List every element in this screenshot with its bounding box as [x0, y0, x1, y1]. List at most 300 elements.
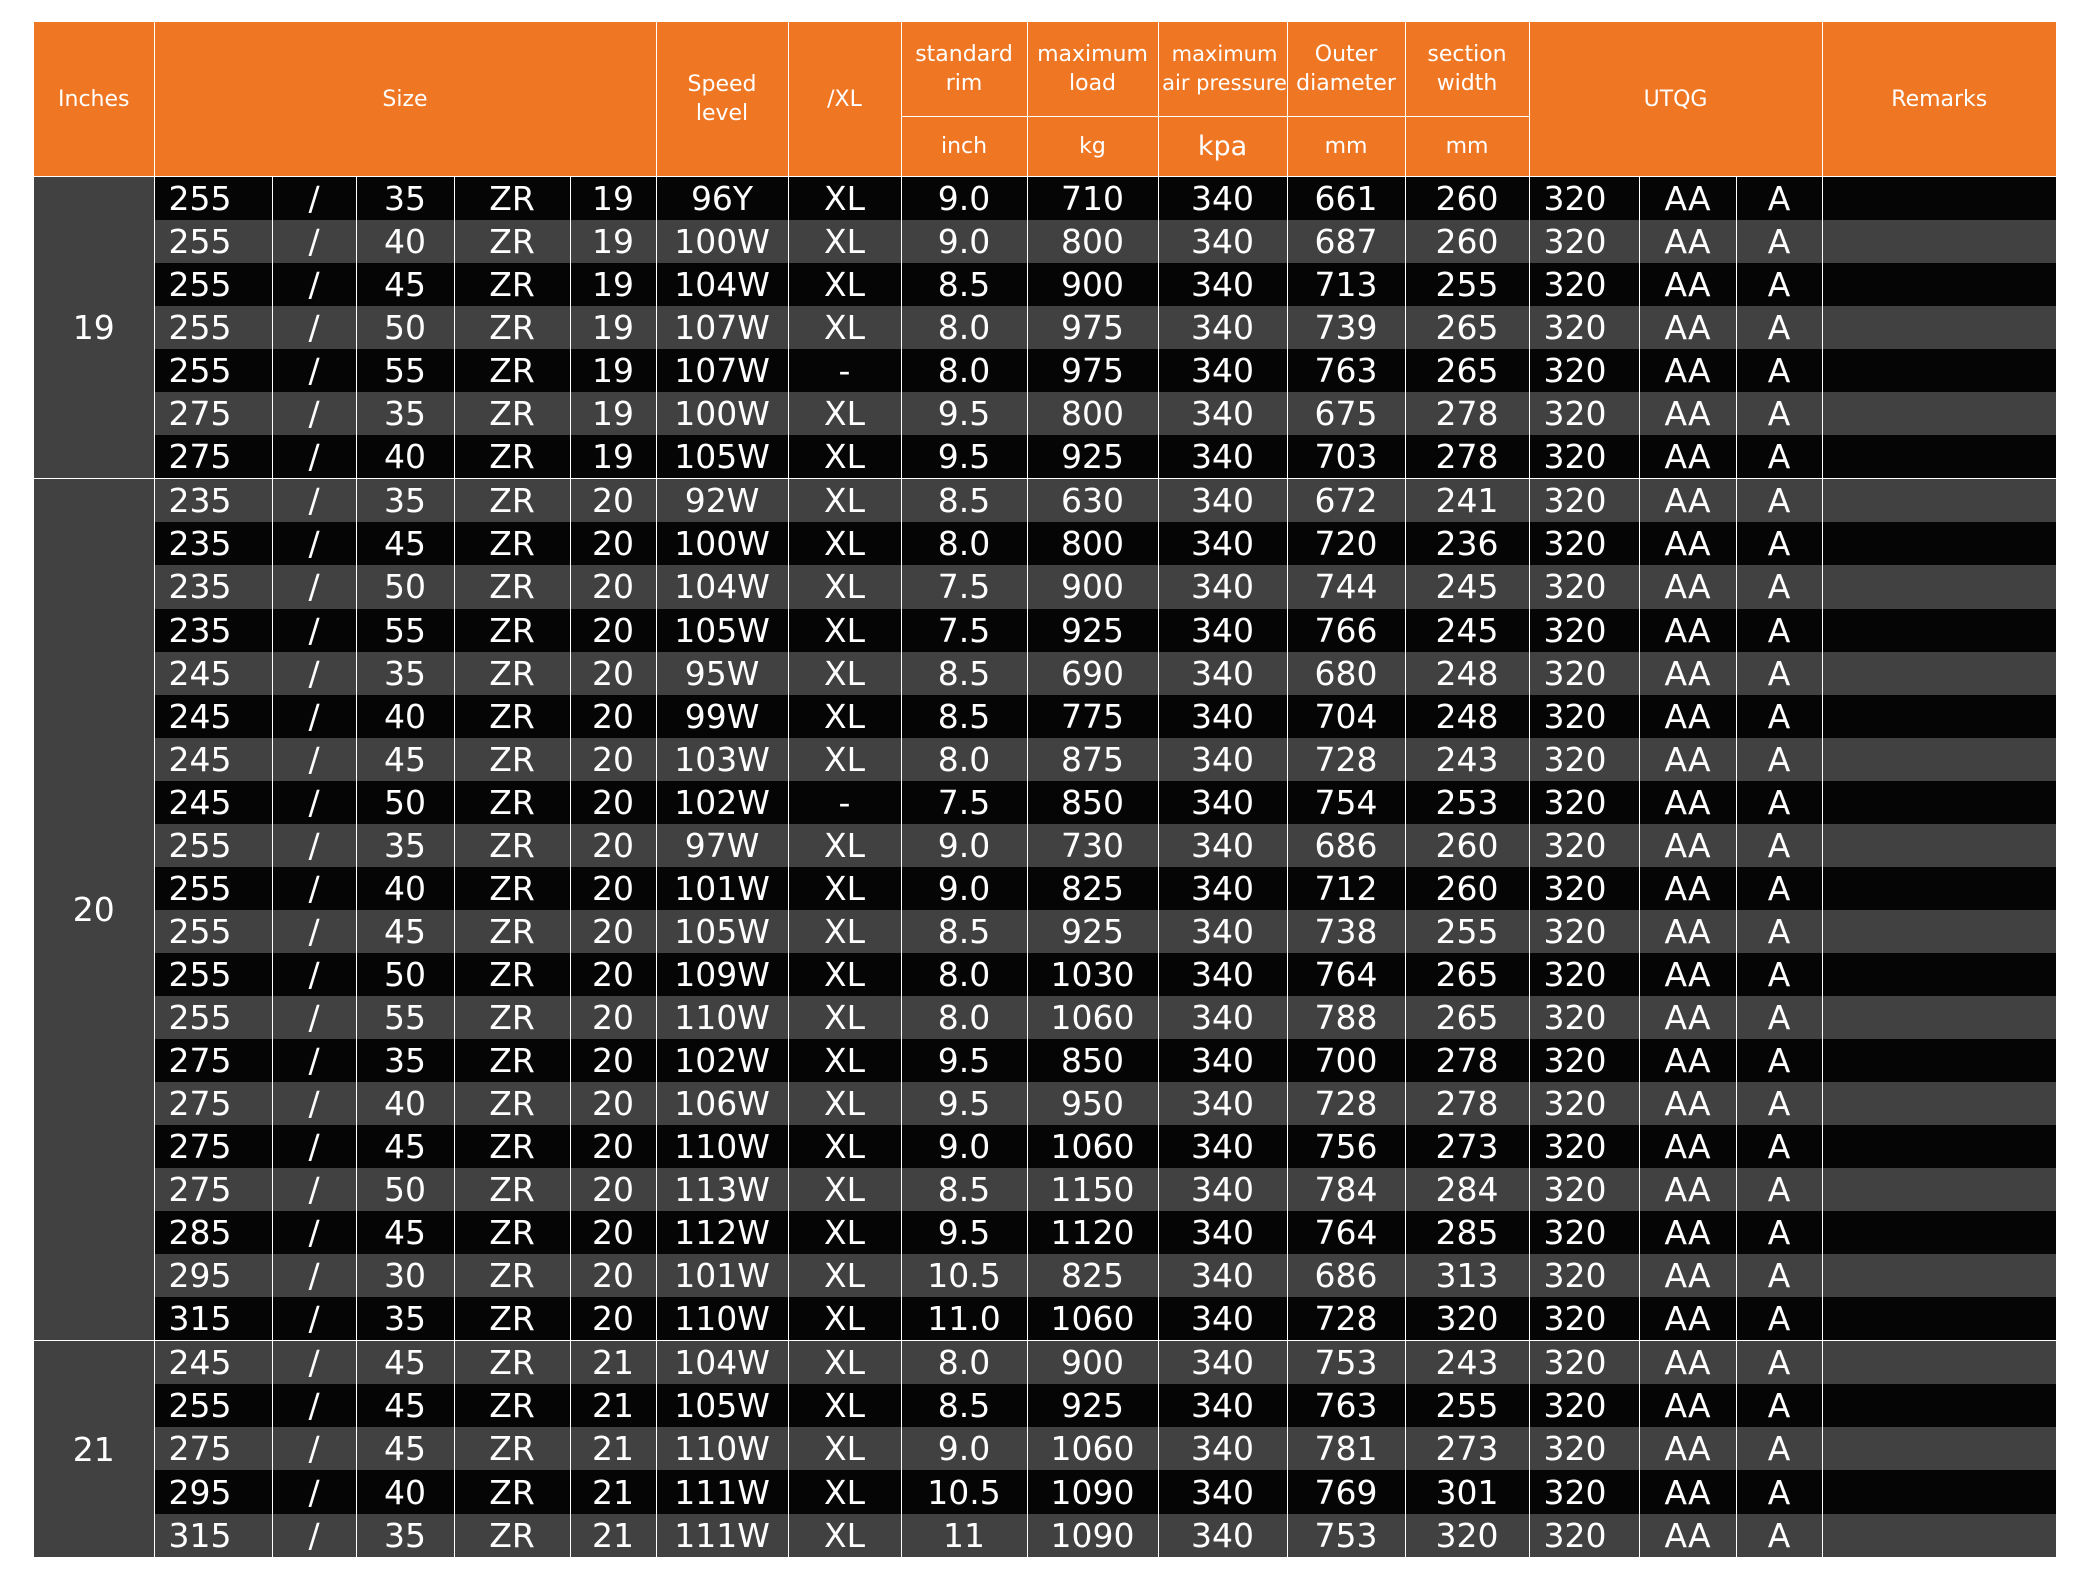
utqg-temperature-cell: A — [1736, 652, 1822, 695]
section-width-cell: 265 — [1405, 996, 1529, 1039]
xl-cell: XL — [788, 1211, 901, 1254]
utqg-temperature-cell: A — [1736, 996, 1822, 1039]
speed-rating-cell: 106W — [656, 1082, 788, 1125]
aspect-cell: 35 — [356, 1039, 454, 1082]
xl-cell: XL — [788, 652, 901, 695]
utqg-temperature-cell: A — [1736, 306, 1822, 349]
slash-cell: / — [272, 177, 356, 221]
standard-rim-cell: 9.0 — [901, 177, 1027, 221]
section-width-cell: 265 — [1405, 953, 1529, 996]
aspect-cell: 45 — [356, 263, 454, 306]
section-width-cell: 245 — [1405, 565, 1529, 608]
standard-rim-cell: 8.5 — [901, 652, 1027, 695]
construction-cell: ZR — [454, 1211, 570, 1254]
speed-rating-cell: 104W — [656, 263, 788, 306]
speed-rating-cell: 105W — [656, 435, 788, 479]
utqg-treadwear-cell: 320 — [1529, 824, 1639, 867]
rim-diameter-cell: 20 — [570, 1039, 656, 1082]
utqg-traction-cell: AA — [1639, 220, 1736, 263]
remarks-cell — [1822, 479, 2056, 523]
header-outer-diameter — [1287, 22, 1405, 117]
utqg-traction-cell: AA — [1639, 392, 1736, 435]
xl-cell: XL — [788, 1384, 901, 1427]
standard-rim-cell: 11 — [901, 1514, 1027, 1557]
header-remarks: Remarks — [1822, 22, 2056, 177]
remarks-cell — [1822, 910, 2056, 953]
section-width-cell: 243 — [1405, 1341, 1529, 1385]
section-width-cell: 260 — [1405, 824, 1529, 867]
construction-cell: ZR — [454, 1427, 570, 1470]
construction-cell: ZR — [454, 1297, 570, 1341]
utqg-traction-cell: AA — [1639, 953, 1736, 996]
rim-diameter-cell: 21 — [570, 1470, 656, 1513]
rim-diameter-cell: 21 — [570, 1341, 656, 1385]
utqg-traction-cell: AA — [1639, 263, 1736, 306]
table-row — [34, 1125, 2056, 1168]
table-row — [34, 953, 2056, 996]
width-cell: 295 — [154, 1254, 272, 1297]
remarks-cell — [1822, 867, 2056, 910]
rim-diameter-cell: 20 — [570, 479, 656, 523]
aspect-cell: 30 — [356, 1254, 454, 1297]
rim-inch-group-cell: 20 — [34, 479, 154, 1341]
width-cell: 275 — [154, 1168, 272, 1211]
width-cell: 255 — [154, 953, 272, 996]
speed-rating-cell: 110W — [656, 1427, 788, 1470]
utqg-temperature-cell: A — [1736, 479, 1822, 523]
slash-cell: / — [272, 1427, 356, 1470]
maximum-load-cell: 800 — [1027, 220, 1158, 263]
standard-rim-cell: 9.0 — [901, 1427, 1027, 1470]
section-width-cell: 265 — [1405, 349, 1529, 392]
section-width-cell: 273 — [1405, 1125, 1529, 1168]
slash-cell: / — [272, 1039, 356, 1082]
width-cell: 245 — [154, 695, 272, 738]
section-width-cell: 273 — [1405, 1427, 1529, 1470]
standard-rim-cell: 8.5 — [901, 695, 1027, 738]
remarks-cell — [1822, 220, 2056, 263]
speed-rating-cell: 110W — [656, 1297, 788, 1341]
remarks-cell — [1822, 306, 2056, 349]
utqg-treadwear-cell: 320 — [1529, 781, 1639, 824]
maximum-air-pressure-cell: 340 — [1158, 435, 1287, 479]
xl-cell: XL — [788, 306, 901, 349]
aspect-cell: 50 — [356, 306, 454, 349]
remarks-cell — [1822, 1254, 2056, 1297]
outer-diameter-cell: 788 — [1287, 996, 1405, 1039]
table-row — [34, 522, 2056, 565]
aspect-cell: 55 — [356, 609, 454, 652]
outer-diameter-cell: 728 — [1287, 1082, 1405, 1125]
table-row — [34, 263, 2056, 306]
utqg-traction-cell: AA — [1639, 652, 1736, 695]
rim-diameter-cell: 20 — [570, 652, 656, 695]
utqg-traction-cell: AA — [1639, 1384, 1736, 1427]
xl-cell: XL — [788, 824, 901, 867]
width-cell: 255 — [154, 263, 272, 306]
aspect-cell: 45 — [356, 910, 454, 953]
remarks-cell — [1822, 1384, 2056, 1427]
utqg-traction-cell: AA — [1639, 1514, 1736, 1557]
maximum-load-cell: 950 — [1027, 1082, 1158, 1125]
maximum-load-cell: 875 — [1027, 738, 1158, 781]
rim-diameter-cell: 19 — [570, 306, 656, 349]
outer-diameter-cell: 687 — [1287, 220, 1405, 263]
maximum-air-pressure-cell: 340 — [1158, 1514, 1287, 1557]
width-cell: 255 — [154, 177, 272, 221]
outer-diameter-cell: 713 — [1287, 263, 1405, 306]
outer-diameter-cell: 756 — [1287, 1125, 1405, 1168]
maximum-air-pressure-cell: 340 — [1158, 479, 1287, 523]
remarks-cell — [1822, 652, 2056, 695]
remarks-cell — [1822, 996, 2056, 1039]
rim-diameter-cell: 20 — [570, 565, 656, 608]
xl-cell: XL — [788, 1514, 901, 1557]
section-width-cell: 278 — [1405, 1039, 1529, 1082]
table-row — [34, 1427, 2056, 1470]
slash-cell: / — [272, 1168, 356, 1211]
utqg-treadwear-cell: 320 — [1529, 349, 1639, 392]
utqg-traction-cell: AA — [1639, 1297, 1736, 1341]
maximum-air-pressure-cell: 340 — [1158, 1341, 1287, 1385]
utqg-traction-cell: AA — [1639, 479, 1736, 523]
rim-diameter-cell: 19 — [570, 177, 656, 221]
section-width-cell: 253 — [1405, 781, 1529, 824]
outer-diameter-cell: 781 — [1287, 1427, 1405, 1470]
maximum-load-cell: 850 — [1027, 781, 1158, 824]
header-standard-rim-text: standard rim — [915, 42, 1013, 96]
maximum-air-pressure-cell: 340 — [1158, 1125, 1287, 1168]
slash-cell: / — [272, 652, 356, 695]
maximum-load-cell: 1150 — [1027, 1168, 1158, 1211]
utqg-temperature-cell: A — [1736, 609, 1822, 652]
width-cell: 275 — [154, 392, 272, 435]
utqg-traction-cell: AA — [1639, 1341, 1736, 1385]
header-maximum-air-pressure — [1158, 22, 1287, 117]
xl-cell: XL — [788, 867, 901, 910]
table-row — [34, 1254, 2056, 1297]
remarks-cell — [1822, 349, 2056, 392]
outer-diameter-cell: 675 — [1287, 392, 1405, 435]
utqg-temperature-cell: A — [1736, 1039, 1822, 1082]
xl-cell: XL — [788, 392, 901, 435]
maximum-load-cell: 800 — [1027, 392, 1158, 435]
standard-rim-cell: 9.0 — [901, 824, 1027, 867]
outer-diameter-cell: 672 — [1287, 479, 1405, 523]
table-row — [34, 392, 2056, 435]
section-width-cell: 278 — [1405, 392, 1529, 435]
table-row — [34, 781, 2056, 824]
table-row — [34, 652, 2056, 695]
maximum-load-cell: 730 — [1027, 824, 1158, 867]
standard-rim-cell: 9.5 — [901, 392, 1027, 435]
aspect-cell: 55 — [356, 996, 454, 1039]
utqg-temperature-cell: A — [1736, 781, 1822, 824]
aspect-cell: 40 — [356, 695, 454, 738]
slash-cell: / — [272, 996, 356, 1039]
width-cell: 275 — [154, 1125, 272, 1168]
remarks-cell — [1822, 1082, 2056, 1125]
section-width-cell: 255 — [1405, 263, 1529, 306]
rim-diameter-cell: 19 — [570, 435, 656, 479]
aspect-cell: 40 — [356, 867, 454, 910]
outer-diameter-cell: 763 — [1287, 349, 1405, 392]
rim-diameter-cell: 20 — [570, 867, 656, 910]
xl-cell: XL — [788, 1082, 901, 1125]
maximum-load-cell: 1060 — [1027, 1125, 1158, 1168]
table-row — [34, 306, 2056, 349]
remarks-cell — [1822, 177, 2056, 221]
construction-cell: ZR — [454, 867, 570, 910]
xl-cell: - — [788, 349, 901, 392]
utqg-treadwear-cell: 320 — [1529, 1384, 1639, 1427]
speed-rating-cell: 102W — [656, 781, 788, 824]
speed-rating-cell: 111W — [656, 1514, 788, 1557]
maximum-load-cell: 690 — [1027, 652, 1158, 695]
rim-diameter-cell: 20 — [570, 1211, 656, 1254]
section-width-cell: 255 — [1405, 1384, 1529, 1427]
utqg-treadwear-cell: 320 — [1529, 652, 1639, 695]
utqg-temperature-cell: A — [1736, 953, 1822, 996]
maximum-air-pressure-cell: 340 — [1158, 824, 1287, 867]
table-row — [34, 1082, 2056, 1125]
section-width-cell: 260 — [1405, 177, 1529, 221]
aspect-cell: 45 — [356, 1341, 454, 1385]
maximum-air-pressure-cell: 340 — [1158, 1082, 1287, 1125]
utqg-temperature-cell: A — [1736, 910, 1822, 953]
maximum-load-cell: 1060 — [1027, 1297, 1158, 1341]
outer-diameter-cell: 753 — [1287, 1341, 1405, 1385]
slash-cell: / — [272, 738, 356, 781]
xl-cell: XL — [788, 695, 901, 738]
utqg-temperature-cell: A — [1736, 177, 1822, 221]
maximum-air-pressure-cell: 340 — [1158, 177, 1287, 221]
construction-cell: ZR — [454, 652, 570, 695]
outer-diameter-cell: 686 — [1287, 1254, 1405, 1297]
standard-rim-cell: 9.0 — [901, 220, 1027, 263]
aspect-cell: 50 — [356, 781, 454, 824]
table-row — [34, 1168, 2056, 1211]
construction-cell: ZR — [454, 781, 570, 824]
standard-rim-cell: 7.5 — [901, 781, 1027, 824]
standard-rim-cell: 8.0 — [901, 349, 1027, 392]
utqg-treadwear-cell: 320 — [1529, 1125, 1639, 1168]
outer-diameter-cell: 703 — [1287, 435, 1405, 479]
maximum-air-pressure-cell: 340 — [1158, 349, 1287, 392]
utqg-treadwear-cell: 320 — [1529, 738, 1639, 781]
outer-diameter-cell: 763 — [1287, 1384, 1405, 1427]
utqg-traction-cell: AA — [1639, 522, 1736, 565]
width-cell: 275 — [154, 1082, 272, 1125]
aspect-cell: 40 — [356, 435, 454, 479]
aspect-cell: 35 — [356, 652, 454, 695]
utqg-temperature-cell: A — [1736, 824, 1822, 867]
utqg-temperature-cell: A — [1736, 1254, 1822, 1297]
construction-cell: ZR — [454, 1254, 570, 1297]
aspect-cell: 35 — [356, 479, 454, 523]
maximum-air-pressure-cell: 340 — [1158, 1297, 1287, 1341]
slash-cell: / — [272, 1125, 356, 1168]
utqg-temperature-cell: A — [1736, 220, 1822, 263]
rim-diameter-cell: 19 — [570, 392, 656, 435]
standard-rim-cell: 8.5 — [901, 1168, 1027, 1211]
aspect-cell: 35 — [356, 177, 454, 221]
xl-cell: XL — [788, 1254, 901, 1297]
table-row — [34, 738, 2056, 781]
slash-cell: / — [272, 306, 356, 349]
remarks-cell — [1822, 263, 2056, 306]
width-cell: 275 — [154, 435, 272, 479]
xl-cell: XL — [788, 953, 901, 996]
slash-cell: / — [272, 435, 356, 479]
rim-diameter-cell: 20 — [570, 1254, 656, 1297]
remarks-cell — [1822, 609, 2056, 652]
outer-diameter-cell: 753 — [1287, 1514, 1405, 1557]
width-cell: 295 — [154, 1470, 272, 1513]
width-cell: 245 — [154, 1341, 272, 1385]
maximum-load-cell: 1060 — [1027, 996, 1158, 1039]
width-cell: 245 — [154, 652, 272, 695]
remarks-cell — [1822, 1427, 2056, 1470]
width-cell: 235 — [154, 522, 272, 565]
xl-cell: XL — [788, 1039, 901, 1082]
section-width-cell: 260 — [1405, 867, 1529, 910]
table-row — [34, 1341, 2056, 1385]
aspect-cell: 45 — [356, 1427, 454, 1470]
utqg-temperature-cell: A — [1736, 522, 1822, 565]
maximum-load-cell: 925 — [1027, 910, 1158, 953]
speed-rating-cell: 109W — [656, 953, 788, 996]
slash-cell: / — [272, 953, 356, 996]
maximum-load-cell: 850 — [1027, 1039, 1158, 1082]
slash-cell: / — [272, 609, 356, 652]
speed-rating-cell: 112W — [656, 1211, 788, 1254]
speed-rating-cell: 103W — [656, 738, 788, 781]
xl-cell: XL — [788, 435, 901, 479]
standard-rim-cell: 8.5 — [901, 910, 1027, 953]
utqg-temperature-cell: A — [1736, 1470, 1822, 1513]
slash-cell: / — [272, 263, 356, 306]
outer-diameter-cell: 686 — [1287, 824, 1405, 867]
remarks-cell — [1822, 738, 2056, 781]
outer-diameter-cell: 728 — [1287, 1297, 1405, 1341]
maximum-load-cell: 900 — [1027, 565, 1158, 608]
utqg-temperature-cell: A — [1736, 1384, 1822, 1427]
slash-cell: / — [272, 1082, 356, 1125]
speed-rating-cell: 107W — [656, 349, 788, 392]
standard-rim-cell: 8.0 — [901, 738, 1027, 781]
slash-cell: / — [272, 392, 356, 435]
aspect-cell: 45 — [356, 522, 454, 565]
utqg-traction-cell: AA — [1639, 306, 1736, 349]
speed-rating-cell: 102W — [656, 1039, 788, 1082]
rim-diameter-cell: 19 — [570, 349, 656, 392]
utqg-treadwear-cell: 320 — [1529, 392, 1639, 435]
header-inches: Inches — [34, 22, 154, 177]
width-cell: 315 — [154, 1297, 272, 1341]
xl-cell: XL — [788, 1168, 901, 1211]
header-xl: /XL — [788, 22, 901, 177]
standard-rim-cell: 9.5 — [901, 1082, 1027, 1125]
header-utqg: UTQG — [1529, 22, 1822, 177]
utqg-traction-cell: AA — [1639, 1168, 1736, 1211]
remarks-cell — [1822, 1470, 2056, 1513]
utqg-treadwear-cell: 320 — [1529, 1341, 1639, 1385]
aspect-cell: 45 — [356, 738, 454, 781]
standard-rim-cell: 8.0 — [901, 1341, 1027, 1385]
slash-cell: / — [272, 1211, 356, 1254]
utqg-treadwear-cell: 320 — [1529, 1082, 1639, 1125]
utqg-treadwear-cell: 320 — [1529, 263, 1639, 306]
utqg-temperature-cell: A — [1736, 1211, 1822, 1254]
utqg-temperature-cell: A — [1736, 1125, 1822, 1168]
header-size: Size — [154, 22, 656, 177]
speed-rating-cell: 105W — [656, 1384, 788, 1427]
table-row — [34, 1211, 2056, 1254]
speed-rating-cell: 100W — [656, 522, 788, 565]
table-row — [34, 867, 2056, 910]
width-cell: 275 — [154, 1039, 272, 1082]
maximum-air-pressure-cell: 340 — [1158, 1254, 1287, 1297]
xl-cell: XL — [788, 522, 901, 565]
outer-diameter-cell: 700 — [1287, 1039, 1405, 1082]
outer-diameter-cell: 712 — [1287, 867, 1405, 910]
utqg-temperature-cell: A — [1736, 435, 1822, 479]
rim-diameter-cell: 20 — [570, 781, 656, 824]
maximum-load-cell: 900 — [1027, 1341, 1158, 1385]
width-cell: 255 — [154, 349, 272, 392]
utqg-traction-cell: AA — [1639, 349, 1736, 392]
utqg-temperature-cell: A — [1736, 867, 1822, 910]
xl-cell: XL — [788, 910, 901, 953]
table-row — [34, 824, 2056, 867]
table-row — [34, 695, 2056, 738]
utqg-treadwear-cell: 320 — [1529, 522, 1639, 565]
standard-rim-cell: 9.0 — [901, 867, 1027, 910]
aspect-cell: 50 — [356, 1168, 454, 1211]
section-width-cell: 278 — [1405, 435, 1529, 479]
xl-cell: XL — [788, 177, 901, 221]
standard-rim-cell: 8.5 — [901, 263, 1027, 306]
utqg-traction-cell: AA — [1639, 1470, 1736, 1513]
remarks-cell — [1822, 1168, 2056, 1211]
width-cell: 315 — [154, 1514, 272, 1557]
width-cell: 255 — [154, 824, 272, 867]
slash-cell: / — [272, 565, 356, 608]
table-row — [34, 565, 2056, 608]
table-row — [34, 220, 2056, 263]
slash-cell: / — [272, 910, 356, 953]
aspect-cell: 50 — [356, 565, 454, 608]
standard-rim-cell: 11.0 — [901, 1297, 1027, 1341]
header-speed-level-text: Speed level — [687, 72, 757, 126]
utqg-temperature-cell: A — [1736, 1082, 1822, 1125]
rim-diameter-cell: 20 — [570, 1125, 656, 1168]
unit-width: mm — [1405, 117, 1529, 177]
section-width-cell: 320 — [1405, 1297, 1529, 1341]
construction-cell: ZR — [454, 953, 570, 996]
utqg-treadwear-cell: 320 — [1529, 565, 1639, 608]
construction-cell: ZR — [454, 1168, 570, 1211]
utqg-temperature-cell: A — [1736, 263, 1822, 306]
header-section-width-text: section width — [1427, 42, 1507, 96]
outer-diameter-cell: 720 — [1287, 522, 1405, 565]
speed-rating-cell: 99W — [656, 695, 788, 738]
construction-cell: ZR — [454, 263, 570, 306]
table-row — [34, 177, 2056, 221]
header-maximum-load — [1027, 22, 1158, 117]
construction-cell: ZR — [454, 1341, 570, 1385]
